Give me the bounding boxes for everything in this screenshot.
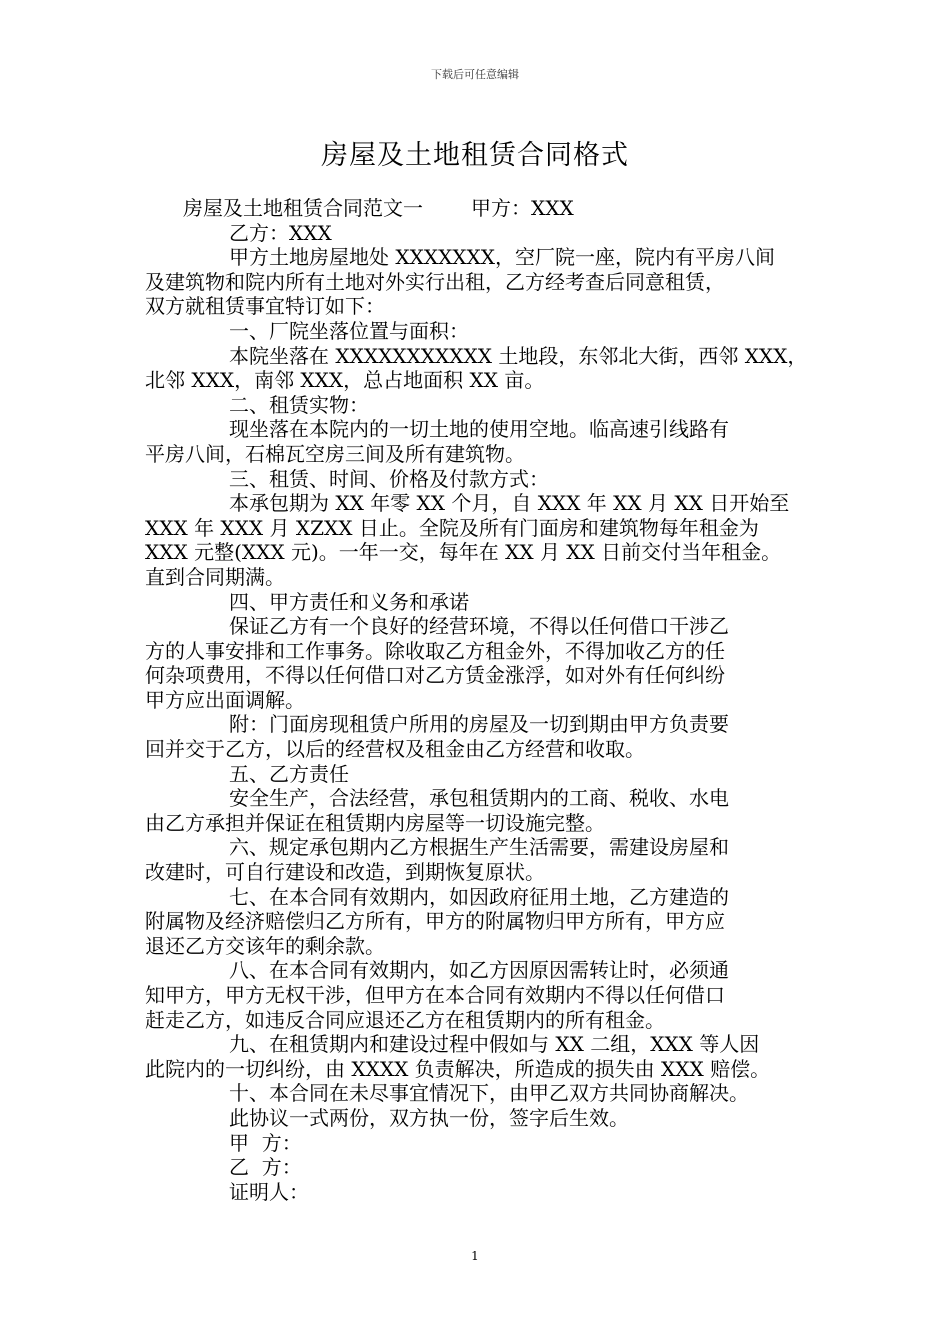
section-heading: 三、租赁、时间、价格及付款方式：: [229, 466, 549, 491]
body-line: 保证乙方有一个良好的经营环境，不得以任何借口干涉乙: [229, 614, 729, 639]
body-line: 附属物及经济赔偿归乙方所有，甲方的附属物归甲方所有，甲方应: [145, 909, 725, 934]
section-heading: 五、乙方责任: [229, 761, 349, 786]
body-line: 附：门面房现租赁户所用的房屋及一切到期由甲方负责要: [229, 712, 729, 737]
body-line: 及建筑物和院内所有土地对外实行出租，乙方经考查后同意租赁，: [145, 269, 725, 294]
body-line: 本院坐落在 XXXXXXXXXXX 土地段，东邻北大街，西邻 XXX，: [229, 343, 808, 368]
body-line: 此协议一式两份，双方执一份，签字后生效。: [229, 1105, 629, 1130]
body-line: 退还乙方交该年的剩余款。: [145, 933, 385, 958]
section-heading: 十、本合同在未尽事宜情况下，由甲乙双方共同协商解决。: [229, 1081, 749, 1106]
body-line: 何杂项费用，不得以任何借口对乙方赁金涨浮，如对外有任何纠纷: [145, 663, 725, 688]
body-line: 直到合同期满。: [145, 564, 285, 589]
body-line: 回并交于乙方，以后的经营权及租金由乙方经营和收取。: [145, 737, 645, 762]
body-line: 现坐落在本院内的一切土地的使用空地。临高速引线路有: [229, 417, 729, 442]
body-line: XXX 年 XXX 月 XZXX 日止。全院及所有门面房和建筑物每年租金为: [145, 515, 759, 540]
intro-heading: 房屋及土地租赁合同范文一: [183, 196, 423, 220]
body-line: 方的人事安排和工作事务。除收取乙方租金外，不得加收乙方的任: [145, 638, 725, 663]
section-heading: 六、规定承包期内乙方根据生产生活需要，需建设房屋和: [229, 835, 729, 860]
header-note: 下载后可任意编辑: [431, 68, 519, 81]
body-line: 北邻 XXX，南邻 XXX，总占地面积 XX 亩。: [145, 368, 545, 393]
body-line: 平房八间，石棉瓦空房三间及所有建筑物。: [145, 441, 525, 466]
intro-line: [145, 196, 810, 221]
body-line: 由乙方承担并保证在租赁期内房屋等一切设施完整。: [145, 810, 605, 835]
section-heading: 七、在本合同有效期内，如因政府征用土地，乙方建造的: [229, 884, 729, 909]
body-line: 乙方：XXX: [229, 220, 332, 245]
section-heading: 四、甲方责任和义务和承诺: [229, 589, 469, 614]
section-heading: 九、在租赁期内和建设过程中假如与 XX 二组，XXX 等人因: [229, 1032, 760, 1057]
body-line: 赶走乙方，如违反合同应退还乙方在租赁期内的所有租金。: [145, 1007, 665, 1032]
body-line: 改建时，可自行建设和改造，到期恢复原状。: [145, 860, 545, 885]
signature-line-party-b: 乙 方：: [229, 1155, 302, 1180]
section-heading: 八、在本合同有效期内，如乙方因原因需转让时，必须通: [229, 958, 729, 983]
section-heading: 二、租赁实物：: [229, 392, 369, 417]
body-line: 本承包期为 XX 年零 XX 个月，自 XXX 年 XX 月 XX 日开始至: [229, 491, 790, 516]
signature-line-party-a: 甲 方：: [229, 1130, 302, 1155]
body-line: 双方就租赁事宜特订如下：: [145, 294, 385, 319]
document-title: 房屋及土地租赁合同格式: [321, 140, 629, 171]
section-heading: 一、厂院坐落位置与面积：: [229, 318, 469, 343]
signature-line-witness: 证明人：: [229, 1179, 309, 1204]
document-body: [145, 196, 810, 1204]
body-line: 此院内的一切纠纷，由 XXXX 负责解决，所造成的损失由 XXX 赔偿。: [145, 1056, 771, 1081]
body-line: 安全生产，合法经营，承包租赁期内的工商、税收、水电: [229, 786, 729, 811]
body-line: 甲方土地房屋地处 XXXXXXX，空厂院一座，院内有平房八间: [229, 245, 776, 270]
body-line: 甲方应出面调解。: [145, 687, 305, 712]
page-number: 1: [471, 1249, 479, 1263]
body-line: 知甲方，甲方无权干涉，但甲方在本合同有效期内不得以任何借口: [145, 983, 725, 1007]
body-line: XXX 元整(XXX 元)。一年一交，每年在 XX 月 XX 日前交付当年租金。: [145, 540, 782, 565]
party-a-line: 甲方：XXX: [471, 196, 574, 220]
